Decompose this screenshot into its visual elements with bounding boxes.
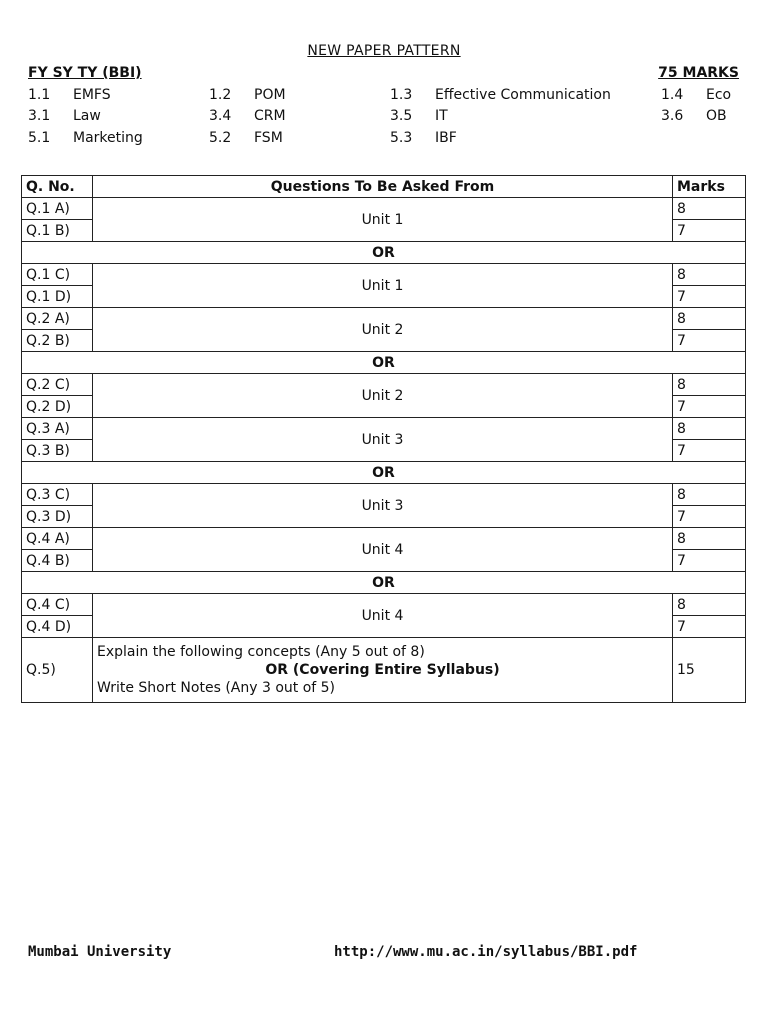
question-number: Q.1 D) (22, 286, 93, 308)
q5-description (93, 638, 673, 703)
question-marks: 8 (673, 484, 746, 506)
question-number: Q.3 C) (22, 484, 93, 506)
subject-name: Effective Communication (435, 87, 611, 103)
subject-name: Eco (706, 87, 732, 103)
subject-name: IT (435, 108, 448, 124)
question-marks: 7 (673, 396, 746, 418)
subject-name: CRM (254, 108, 286, 124)
question-number: Q.1 A) (22, 198, 93, 220)
question-marks: 7 (673, 506, 746, 528)
subject-code: 5.2 (209, 130, 232, 146)
or-row (22, 572, 746, 594)
subject-name: IBF (435, 130, 457, 146)
question-marks: 8 (673, 374, 746, 396)
subject-code: 1.4 (661, 87, 684, 103)
question-marks: 8 (673, 528, 746, 550)
table-row (22, 308, 746, 330)
question-pattern-table (21, 175, 746, 703)
question-marks: 8 (673, 308, 746, 330)
question-unit: Unit 2 (93, 308, 673, 352)
subject-code: 3.5 (390, 108, 413, 124)
course-heading: FY SY TY (BBI) (28, 65, 142, 81)
question-unit: Unit 3 (93, 484, 673, 528)
question-number: Q.4 D) (22, 616, 93, 638)
question-number: Q.4 C) (22, 594, 93, 616)
question-number: Q.2 D) (22, 396, 93, 418)
question-marks: 7 (673, 440, 746, 462)
question-unit: Unit 2 (93, 374, 673, 418)
subject-name: Law (73, 108, 101, 124)
or-row (22, 462, 746, 484)
question-unit: Unit 1 (93, 198, 673, 242)
footer-university: Mumbai University (28, 944, 172, 960)
question-marks: 8 (673, 198, 746, 220)
question-marks: 7 (673, 550, 746, 572)
subject-code: 1.3 (390, 87, 413, 103)
table-row-q5 (22, 638, 746, 703)
or-label: OR (22, 462, 746, 484)
question-number: Q.4 A) (22, 528, 93, 550)
subject-name: POM (254, 87, 286, 103)
total-marks-heading: 75 MARKS (658, 65, 739, 81)
subject-code: 5.3 (390, 130, 413, 146)
subject-name: EMFS (73, 87, 111, 103)
col-header-marks: Marks (673, 176, 746, 198)
or-row (22, 352, 746, 374)
table-row (22, 594, 746, 616)
question-number: Q.2 B) (22, 330, 93, 352)
table-row (22, 374, 746, 396)
footer-url: http://www.mu.ac.in/syllabus/BBI.pdf (334, 944, 638, 960)
question-number: Q.1 C) (22, 264, 93, 286)
table-row (22, 264, 746, 286)
subject-code: 3.6 (661, 108, 684, 124)
question-number: Q.5) (22, 638, 93, 703)
question-unit: Unit 4 (93, 594, 673, 638)
question-marks: 7 (673, 616, 746, 638)
question-number: Q.4 B) (22, 550, 93, 572)
subject-name: FSM (254, 130, 283, 146)
col-header-questions: Questions To Be Asked From (93, 176, 673, 198)
question-number: Q.3 A) (22, 418, 93, 440)
q5-line-or: OR (Covering Entire Syllabus) (265, 662, 500, 678)
page-title: NEW PAPER PATTERN (307, 43, 461, 59)
table-row (22, 528, 746, 550)
or-label: OR (22, 572, 746, 594)
table-row (22, 418, 746, 440)
question-number: Q.2 A) (22, 308, 93, 330)
or-label: OR (22, 242, 746, 264)
question-number: Q.2 C) (22, 374, 93, 396)
question-marks: 8 (673, 264, 746, 286)
question-marks: 7 (673, 330, 746, 352)
or-label: OR (22, 352, 746, 374)
question-marks: 8 (673, 594, 746, 616)
subject-code: 1.1 (28, 87, 51, 103)
question-marks: 7 (673, 286, 746, 308)
or-row (22, 242, 746, 264)
question-unit: Unit 3 (93, 418, 673, 462)
col-header-qno: Q. No. (22, 176, 93, 198)
question-number: Q.1 B) (22, 220, 93, 242)
question-marks: 15 (673, 638, 746, 703)
subject-name: Marketing (73, 130, 143, 146)
q5-line-short-notes: Write Short Notes (Any 3 out of 5) (97, 680, 336, 696)
question-unit: Unit 4 (93, 528, 673, 572)
subject-code: 5.1 (28, 130, 51, 146)
table-row (22, 484, 746, 506)
question-unit: Unit 1 (93, 264, 673, 308)
table-row (22, 198, 746, 220)
subject-code: 1.2 (209, 87, 232, 103)
question-number: Q.3 B) (22, 440, 93, 462)
question-number: Q.3 D) (22, 506, 93, 528)
question-marks: 7 (673, 220, 746, 242)
subject-code: 3.1 (28, 108, 51, 124)
q5-line-explain: Explain the following concepts (Any 5 out of 8) (97, 644, 425, 660)
subject-code: 3.4 (209, 108, 232, 124)
question-marks: 8 (673, 418, 746, 440)
table-header-row (22, 176, 746, 198)
subject-name: OB (706, 108, 727, 124)
